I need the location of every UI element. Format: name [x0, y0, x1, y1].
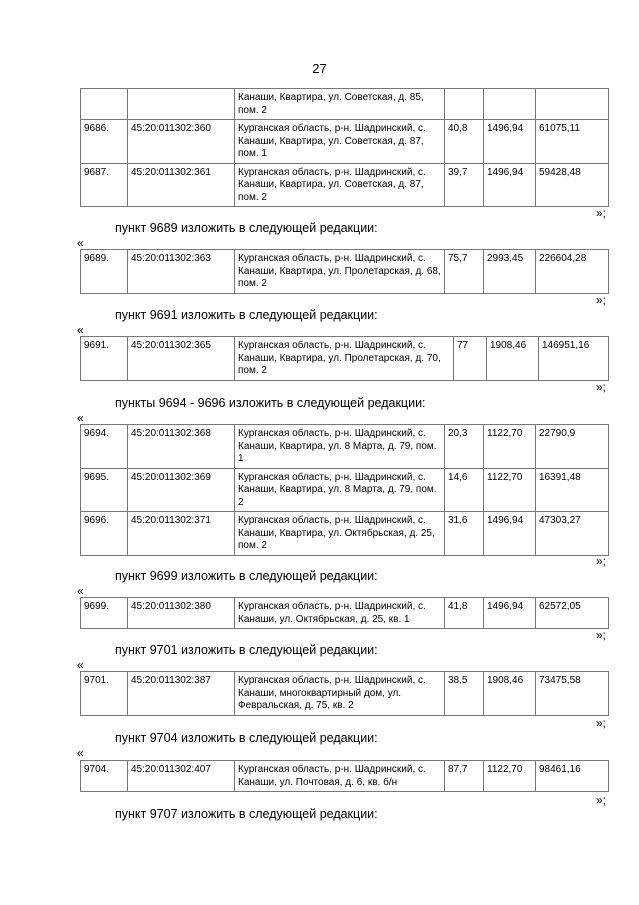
cell-cadastral-number: 45:20:011302:380: [128, 598, 235, 629]
table-row: [81, 163, 609, 207]
closing-quote: »;: [596, 716, 607, 730]
cell-cadastral-number: 45:20:011302:360: [128, 120, 235, 164]
cell-area: 75,7: [445, 250, 484, 294]
cell-value: 47303,27: [536, 512, 609, 556]
cell-cadastral-number: 45:20:011302:361: [128, 163, 235, 207]
amendment-instruction: пункт 9691 изложить в следующей редакции:: [115, 308, 378, 322]
records-table: [80, 760, 609, 792]
records-table: [80, 671, 609, 716]
records-table-continuation: [80, 88, 609, 207]
cell-area: 40,8: [445, 120, 484, 164]
cell-rate: 2993,45: [484, 250, 536, 294]
closing-quote: »;: [596, 293, 607, 307]
cell-area: 41,8: [445, 598, 484, 629]
cell-cadastral-number: 45:20:011302:387: [128, 672, 235, 716]
cell-area: 77: [454, 337, 487, 381]
cell-rate: 1496,94: [484, 512, 536, 556]
cell-area: 20,3: [445, 425, 484, 469]
cell-rate: 1122,70: [484, 425, 536, 469]
opening-quote: «: [77, 658, 84, 672]
table-row: [81, 761, 609, 792]
cell-area: 39,7: [445, 163, 484, 207]
cell-value: [536, 89, 609, 120]
cell-area: 14,6: [445, 468, 484, 512]
table-row: [81, 598, 609, 629]
table-row: [81, 120, 609, 164]
table-row: [81, 425, 609, 469]
cell-value: 62572,05: [536, 598, 609, 629]
amendment-instruction: пункт 9699 изложить в следующей редакции:: [115, 569, 378, 583]
cell-cadastral-number: 45:20:011302:371: [128, 512, 235, 556]
cell-rate: 1122,70: [484, 761, 536, 792]
cell-address: Курганская область, р-н. Шадринский, с. Канаши, Квартира, ул. 8 Марта, д. 79, пом. 1: [235, 425, 445, 469]
cell-area: 38,5: [445, 672, 484, 716]
cell-rate: 1496,94: [484, 598, 536, 629]
page-number: 27: [312, 61, 327, 76]
table-row: [81, 337, 609, 381]
cell-number: 9695.: [81, 468, 128, 512]
closing-quote: »;: [596, 554, 607, 568]
amendment-instruction: пункт 9689 изложить в следующей редакции:: [115, 221, 378, 235]
cell-value: 16391,48: [536, 468, 609, 512]
cell-cadastral-number: 45:20:011302:365: [128, 337, 235, 381]
cell-address: Канаши, Квартира, ул. Советская, д. 85, пом. 2: [235, 89, 445, 120]
table-row: [81, 468, 609, 512]
cell-number: [81, 89, 128, 120]
cell-address: Курганская область, р-н. Шадринский, с. Канаши, ул. Октябрьская, д. 25, кв. 1: [235, 598, 445, 629]
cell-rate: 1908,46: [487, 337, 539, 381]
table-row: [81, 672, 609, 716]
table-row: [81, 512, 609, 556]
cell-value: 98461,16: [536, 761, 609, 792]
records-table: [80, 336, 609, 381]
cell-number: 9704.: [81, 761, 128, 792]
table-row: [81, 89, 609, 120]
cell-number: 9687.: [81, 163, 128, 207]
cell-number: 9696.: [81, 512, 128, 556]
cell-number: 9689.: [81, 250, 128, 294]
records-table: [80, 249, 609, 294]
records-table: [80, 424, 609, 556]
cell-address: Курганская область, р-н. Шадринский, с. Канаши, ул. Почтовая, д. 6, кв. б/н: [235, 761, 445, 792]
table-row: [81, 250, 609, 294]
cell-address: Курганская область, р-н. Шадринский, с. Канаши, многоквартирный дом, ул. Февральская, д. 75, кв. 2: [235, 672, 445, 716]
opening-quote: «: [77, 236, 84, 250]
cell-address: Курганская область, р-н. Шадринский, с. Канаши, Квартира, ул. Октябрьская, д. 25, пом. 2: [235, 512, 445, 556]
cell-number: 9701.: [81, 672, 128, 716]
cell-cadastral-number: 45:20:011302:363: [128, 250, 235, 294]
cell-area: 87,7: [445, 761, 484, 792]
cell-rate: 1908,46: [484, 672, 536, 716]
cell-address: Курганская область, р-н. Шадринский, с. Канаши, Квартира, ул. Пролетарская, д. 68, пом. 2: [235, 250, 445, 294]
cell-rate: 1496,94: [484, 120, 536, 164]
cell-value: 22790,9: [536, 425, 609, 469]
amendment-instruction: пункты 9694 - 9696 изложить в следующей редакции:: [115, 396, 426, 410]
amendment-instruction: пункт 9701 изложить в следующей редакции:: [115, 643, 378, 657]
records-table: [80, 597, 609, 629]
cell-rate: 1496,94: [484, 163, 536, 207]
cell-cadastral-number: 45:20:011302:407: [128, 761, 235, 792]
cell-area: [445, 89, 484, 120]
cell-value: 59428,48: [536, 163, 609, 207]
cell-number: 9686.: [81, 120, 128, 164]
amendment-instruction: пункт 9704 изложить в следующей редакции:: [115, 731, 378, 745]
cell-cadastral-number: 45:20:011302:368: [128, 425, 235, 469]
cell-value: 61075,11: [536, 120, 609, 164]
cell-address: Курганская область, р-н. Шадринский, с. Канаши, Квартира, ул. 8 Марта, д. 79, пом. 2: [235, 468, 445, 512]
opening-quote: «: [77, 584, 84, 598]
cell-address: Курганская область, р-н. Шадринский, с. Канаши, Квартира, ул. Пролетарская, д. 70, пом. 2: [235, 337, 454, 381]
cell-rate: [484, 89, 536, 120]
closing-quote: »;: [596, 206, 607, 220]
cell-value: 73475,58: [536, 672, 609, 716]
cell-value: 146951,16: [539, 337, 609, 381]
opening-quote: «: [77, 411, 84, 425]
cell-value: 226604,28: [536, 250, 609, 294]
amendment-instruction: пункт 9707 изложить в следующей редакции:: [115, 807, 378, 821]
closing-quote: »;: [596, 793, 607, 807]
cell-address: Курганская область, р-н. Шадринский, с. Канаши, Квартира, ул. Советская, д. 87, пом. 1: [235, 120, 445, 164]
cell-cadastral-number: [128, 89, 235, 120]
cell-cadastral-number: 45:20:011302:369: [128, 468, 235, 512]
cell-address: Курганская область, р-н. Шадринский, с. Канаши, Квартира, ул. Советская, д. 87, пом. 2: [235, 163, 445, 207]
cell-rate: 1122,70: [484, 468, 536, 512]
opening-quote: «: [77, 323, 84, 337]
opening-quote: «: [77, 746, 84, 760]
closing-quote: »;: [596, 628, 607, 642]
cell-number: 9691.: [81, 337, 128, 381]
cell-number: 9699.: [81, 598, 128, 629]
closing-quote: »;: [596, 380, 607, 394]
cell-area: 31,6: [445, 512, 484, 556]
cell-number: 9694.: [81, 425, 128, 469]
